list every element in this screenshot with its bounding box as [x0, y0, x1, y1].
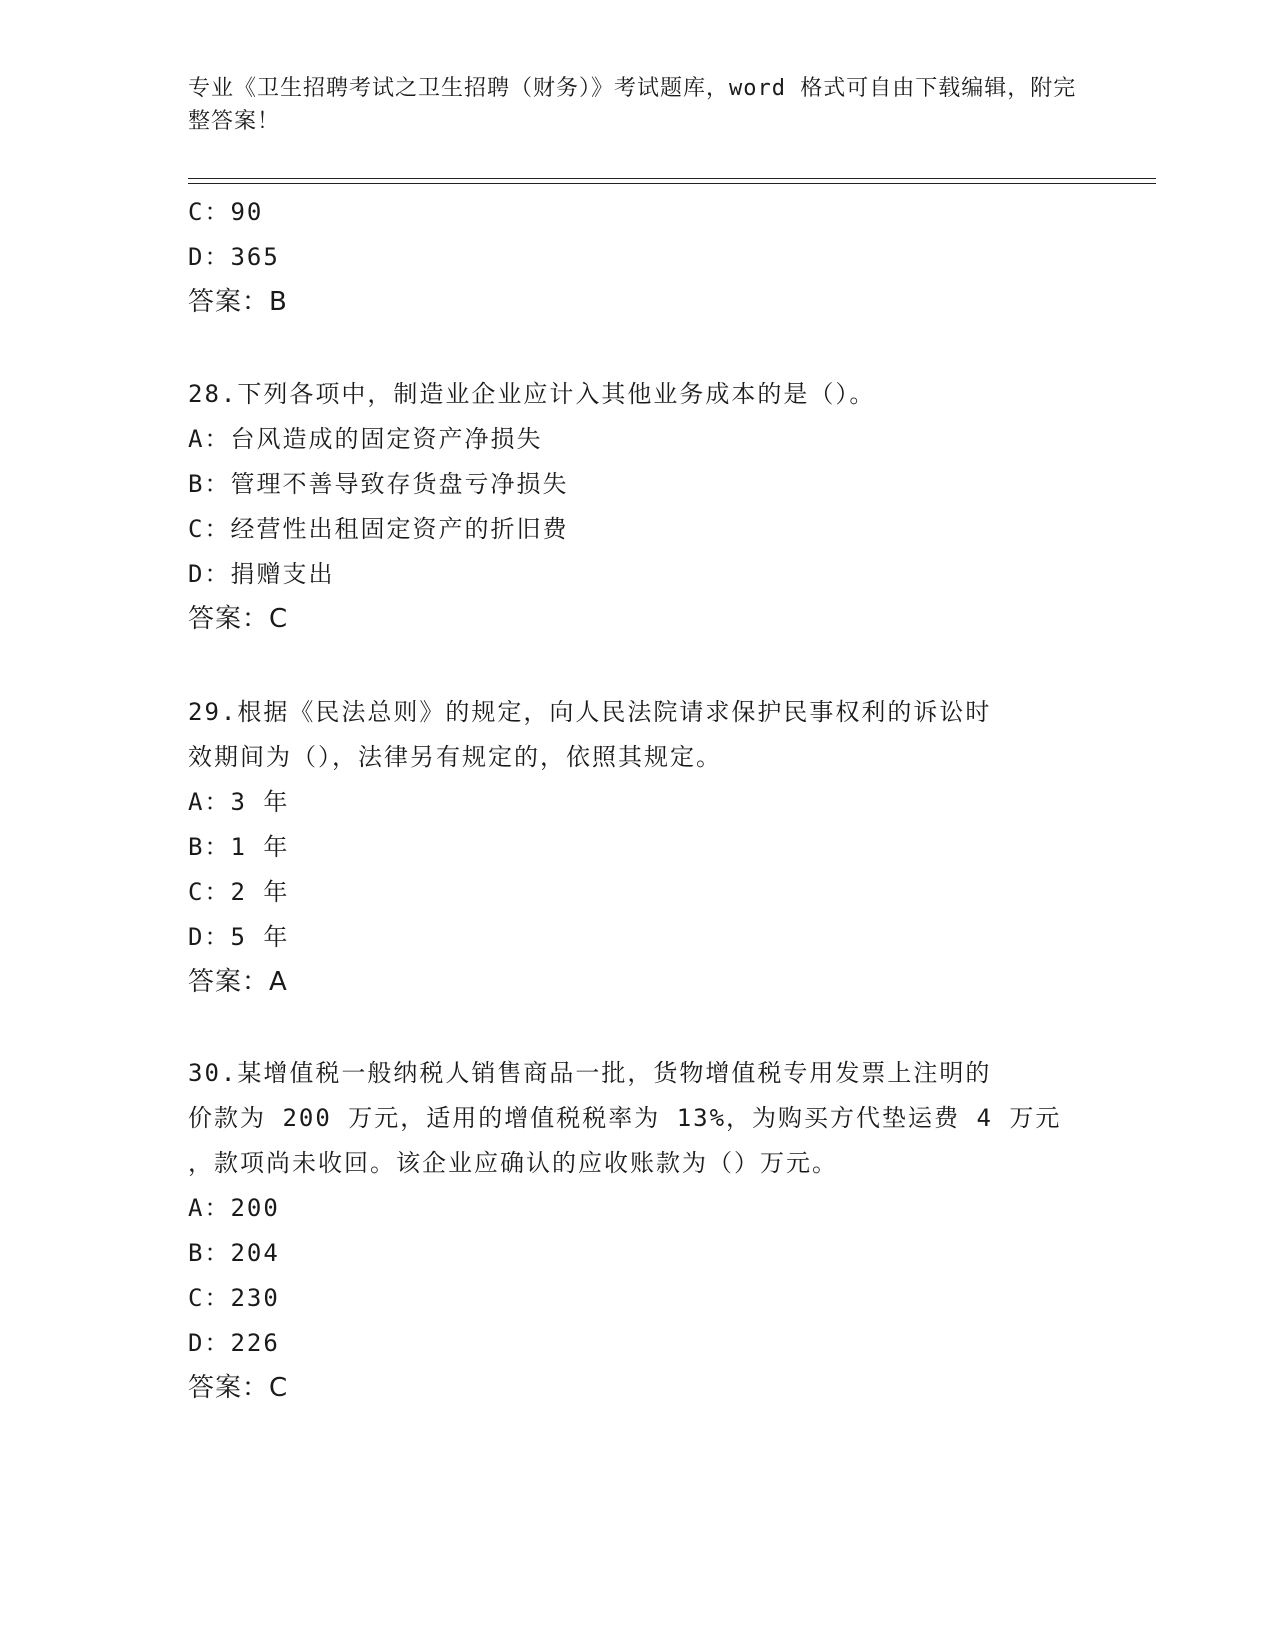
header-rule-top	[188, 178, 1156, 179]
q30-option-a: A：200	[188, 1194, 280, 1222]
q29-stem-line-1: 29.根据《民法总则》的规定，向人民法院请求保护民事权利的诉讼时	[188, 698, 992, 726]
q29-stem-line-2: 效期间为（），法律另有规定的，依照其规定。	[188, 743, 722, 771]
q30-option-d: D：226	[188, 1329, 280, 1357]
q29-option-a: A：3 年	[188, 788, 290, 816]
q28-option-c: C：经营性出租固定资产的折旧费	[188, 515, 569, 543]
q29-answer: 答案：A	[188, 967, 288, 997]
q27-option-d: D：365	[188, 243, 280, 271]
q29-option-c: C：2 年	[188, 878, 290, 906]
q27-answer: 答案：B	[188, 287, 288, 317]
q30-stem-line-2: 价款为 200 万元，适用的增值税税率为 13%，为购买方代垫运费 4 万元	[188, 1104, 1062, 1132]
q30-stem-line-1: 30.某增值税一般纳税人销售商品一批，货物增值税专用发票上注明的	[188, 1059, 992, 1087]
q30-option-c: C：230	[188, 1284, 280, 1312]
header-rule-bottom	[188, 183, 1156, 184]
document-header: 专业《卫生招聘考试之卫生招聘（财务）》考试题库，word 格式可自由下载编辑，附完整答案！	[188, 76, 1077, 134]
q30-option-b: B：204	[188, 1239, 280, 1267]
q29-option-d: D：5 年	[188, 923, 290, 951]
q30-stem-line-3: ，款项尚未收回。该企业应确认的应收账款为（）万元。	[188, 1149, 838, 1177]
q28-option-b: B：管理不善导致存货盘亏净损失	[188, 470, 569, 498]
q28-option-a: A：台风造成的固定资产净损失	[188, 425, 543, 453]
q27-option-c: C：90	[188, 198, 264, 226]
q30-answer: 答案：C	[188, 1373, 289, 1403]
q29-option-b: B：1 年	[188, 833, 290, 861]
q28-option-d: D：捐赠支出	[188, 560, 335, 588]
q28-stem: 28.下列各项中，制造业企业应计入其他业务成本的是（）。	[188, 380, 876, 408]
q28-answer: 答案：C	[188, 604, 289, 634]
